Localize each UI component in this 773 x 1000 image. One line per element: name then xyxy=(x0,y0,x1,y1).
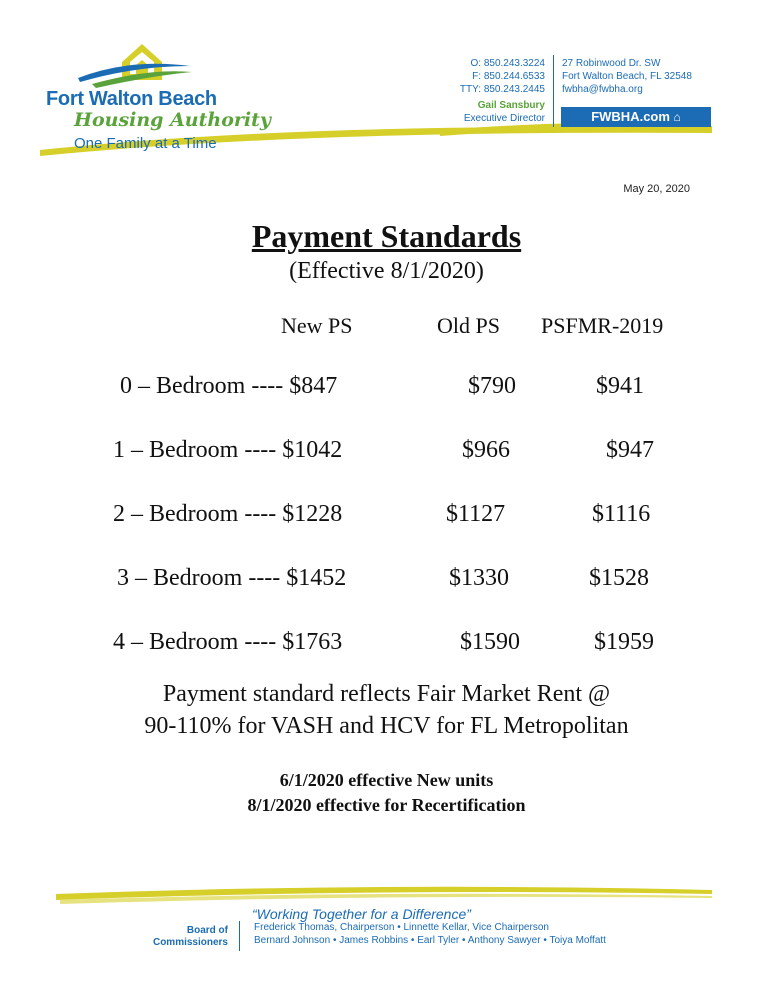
members-line1: Frederick Thomas, Chairperson • Linnette Kellar, Vice Chairperson xyxy=(254,922,549,933)
org-tagline: One Family at a Time xyxy=(74,135,217,152)
board-label xyxy=(140,925,228,949)
row-3-fmr: $1528 xyxy=(589,565,649,591)
row-4-old: $1590 xyxy=(460,629,520,655)
row-1-old: $966 xyxy=(462,437,510,463)
note-line2: 90-110% for VASH and HCV for FL Metropolitan xyxy=(144,713,629,739)
row-2-fmr: $1116 xyxy=(592,501,651,527)
row-1-label: 1 – Bedroom ---- $1042 xyxy=(113,437,343,463)
page-subtitle: (Effective 8/1/2020) xyxy=(289,258,484,284)
row-1-fmr: $947 xyxy=(606,437,654,463)
row-4-label: 4 – Bedroom ---- $1763 xyxy=(113,629,343,655)
row-4-fmr: $1959 xyxy=(594,629,654,655)
org-subtitle: Housing Authority xyxy=(74,109,271,131)
director-name: Gail Sansbury xyxy=(477,100,545,111)
row-2-old: $1127 xyxy=(446,501,506,527)
row-3-label: 3 – Bedroom ---- $1452 xyxy=(117,565,347,591)
tty-number: TTY: 850.243.2445 xyxy=(459,84,545,95)
page-title: Payment Standards xyxy=(251,218,522,254)
row-3-old: $1330 xyxy=(449,565,509,591)
row-0-label: 0 – Bedroom ---- $847 xyxy=(120,373,338,399)
column-new-ps: New PS xyxy=(281,313,353,338)
members-line2: Bernard Johnson • James Robbins • Earl Tyler • Anthony Sawyer • Toiya Moffatt xyxy=(254,935,606,946)
office-phone: O: 850.243.3224 xyxy=(470,58,545,69)
director-title: Executive Director xyxy=(463,113,545,124)
column-old-ps: Old PS xyxy=(437,313,500,338)
row-0-fmr: $941 xyxy=(596,373,644,399)
fax-number: F: 850.244.6533 xyxy=(472,71,545,82)
website-link[interactable]: FWBHA.com xyxy=(591,109,670,124)
board-label-line1: Board of xyxy=(186,925,228,936)
row-0-old: $790 xyxy=(468,373,516,399)
board-label-line2: Commissioners xyxy=(152,937,228,948)
org-name: Fort Walton Beach xyxy=(46,88,217,110)
footer-motto: “Working Together for a Difference” xyxy=(252,906,471,922)
address-block xyxy=(562,57,692,96)
row-2-label: 2 – Bedroom ---- $1228 xyxy=(113,501,343,527)
address-line2: Fort Walton Beach, FL 32548 xyxy=(562,71,692,82)
header-divider xyxy=(553,55,554,127)
address-line1: 27 Robinwood Dr. SW xyxy=(562,58,661,69)
contact-numbers xyxy=(455,57,545,96)
website-badge xyxy=(561,107,711,127)
note-line1: Payment standard reflects Fair Market Rent @ xyxy=(162,681,611,707)
footer-divider xyxy=(239,921,240,951)
board-members xyxy=(254,921,606,947)
equal-housing-icon: ⌂ xyxy=(673,110,681,124)
effective-line2: 8/1/2020 effective for Recertification xyxy=(247,795,526,815)
email-address: fwbha@fwbha.org xyxy=(562,84,643,95)
effective-line1: 6/1/2020 effective New units xyxy=(279,770,494,790)
document-date: May 20, 2020 xyxy=(623,183,690,195)
column-psfmr: PSFMR-2019 xyxy=(541,313,664,338)
